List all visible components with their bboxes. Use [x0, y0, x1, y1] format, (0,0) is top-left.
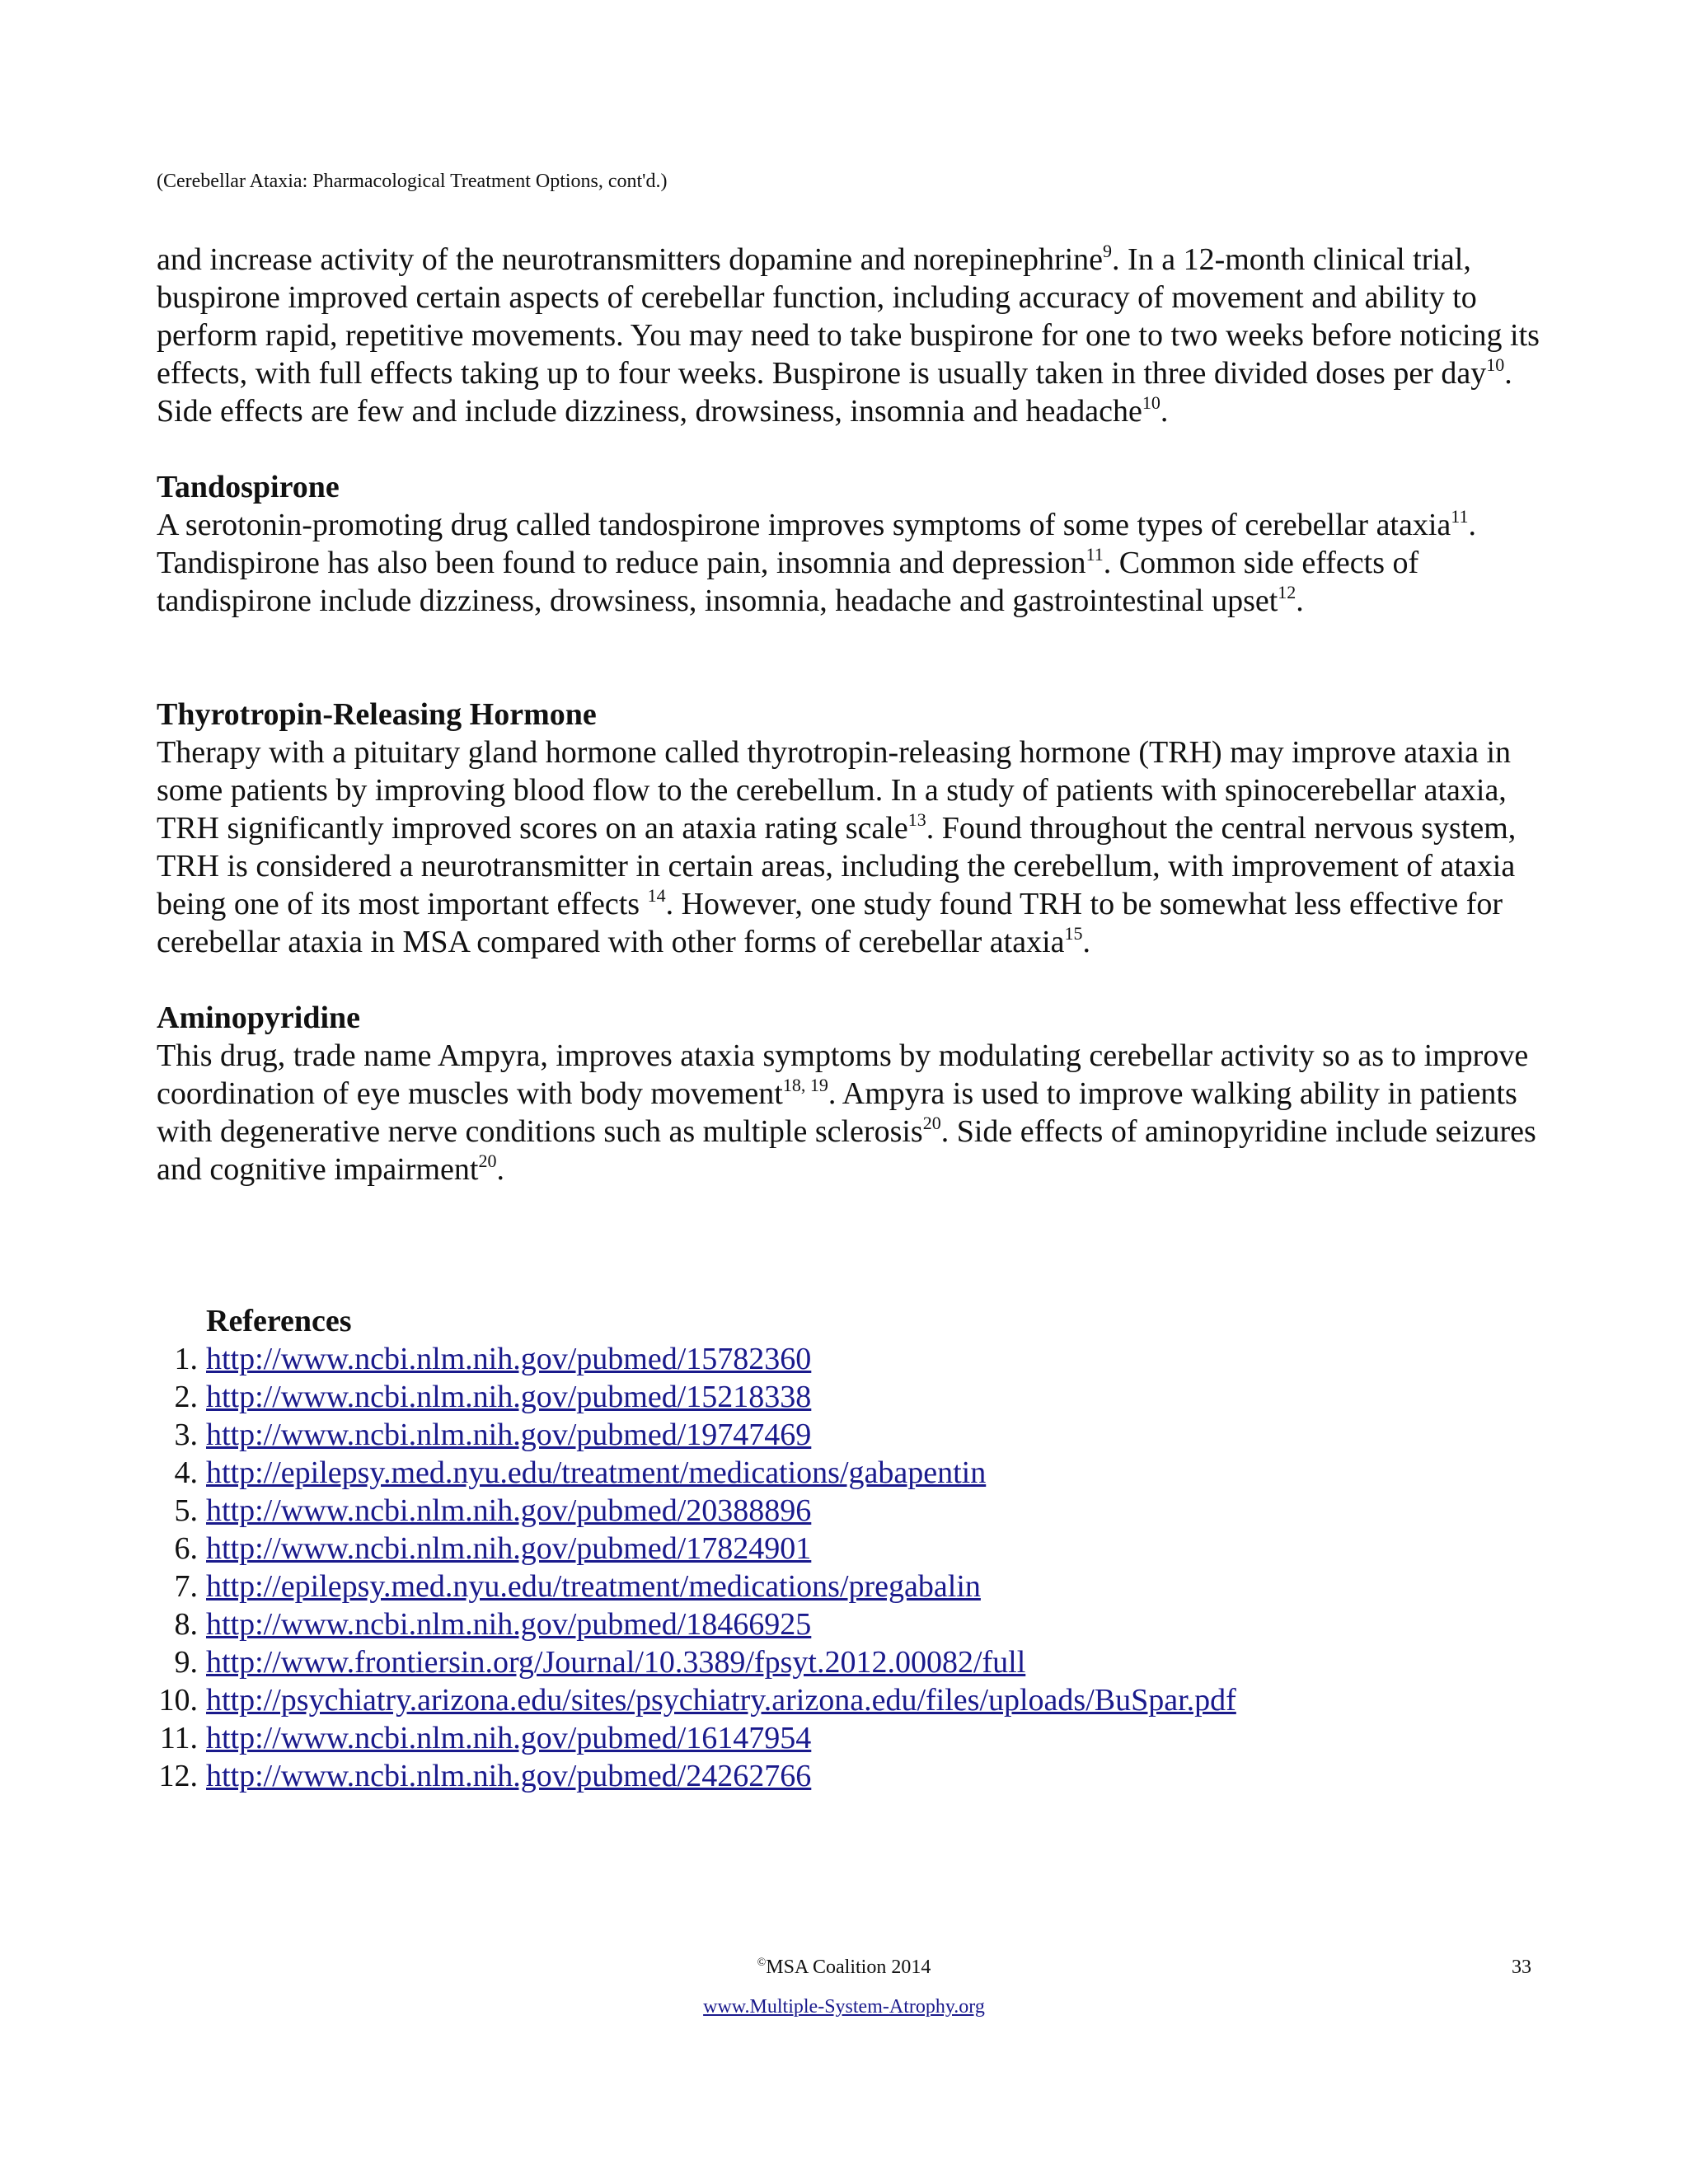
reference-item — [174, 1454, 1550, 1492]
reference-number: 8. — [174, 1607, 198, 1642]
reference-link[interactable]: http://www.ncbi.nlm.nih.gov/pubmed/19747469 — [206, 1418, 812, 1452]
citation: 9 — [1103, 241, 1113, 261]
reference-number: 5. — [174, 1493, 198, 1528]
reference-item — [174, 1643, 1550, 1681]
spacer — [157, 620, 1550, 696]
trh-paragraph: Therapy with a pituitary gland hormone called thyrotropin-releasing hormone (TRH) may improve ataxia in some patients by improving blood flow to the cerebellum. In a study of patients with spinocerebellar ataxia, TRH significantly improved scores on an ataxia rating scale$^{13}$. Found throughout the central nervous system, TRH is considered a neurotransmitter in certain areas, including the cerebellum, with improvement of ataxia being one of its most important effects $^{14}$. However, one study found TRH to be somewhat less effective for cerebellar ataxia in MSA compared with other forms of cerebellar ataxia$^{15}$. — [157, 735, 1517, 959]
reference-item — [158, 1757, 1550, 1795]
reference-link[interactable]: http://www.ncbi.nlm.nih.gov/pubmed/16147954 — [206, 1721, 812, 1755]
reference-item — [174, 1605, 1550, 1643]
spacer — [157, 1188, 1550, 1302]
reference-number: 3. — [174, 1418, 198, 1452]
reference-number: 12. — [158, 1759, 198, 1793]
aminopyridine-paragraph: This drug, trade name Ampyra, improves ataxia symptoms by modulating cerebellar activity so as to improve coordination of eye muscles with body movement$^{18, 19}$. Ampyra is used to improve walking ability in patients with degenerative nerve conditions such as multiple sclerosis$^{20}$. Side effects of aminopyridine include seizures and cognitive impairment$^{20}$. — [157, 1038, 1536, 1187]
reference-number: 7. — [174, 1569, 198, 1604]
reference-item — [174, 1492, 1550, 1530]
citation: 14 — [647, 885, 666, 906]
running-head: (Cerebellar Ataxia: Pharmacological Treatment Options, cont'd.) — [157, 171, 668, 192]
citation: 18, 19 — [782, 1075, 828, 1095]
website-link[interactable]: www.Multiple-System-Atrophy.org — [703, 1996, 985, 2018]
reference-number: 1. — [174, 1342, 198, 1376]
reference-number: 11. — [159, 1721, 198, 1755]
reference-item — [174, 1378, 1550, 1416]
citation: 10 — [1142, 392, 1160, 413]
citation: 20 — [922, 1113, 941, 1133]
section-heading-tandospirone: Tandospirone — [157, 470, 340, 504]
reference-link[interactable]: http://www.ncbi.nlm.nih.gov/pubmed/17824901 — [206, 1531, 812, 1566]
reference-link[interactable]: http://www.ncbi.nlm.nih.gov/pubmed/15218338 — [206, 1380, 812, 1414]
spacer — [157, 961, 1550, 999]
page-body — [157, 241, 1550, 1795]
reference-item — [174, 1568, 1550, 1605]
reference-item — [174, 1416, 1550, 1454]
reference-number: 9. — [174, 1645, 198, 1680]
spacer — [157, 430, 1550, 468]
copyright-symbol: © — [757, 1957, 767, 1969]
reference-item — [174, 1340, 1550, 1378]
reference-number: 4. — [174, 1455, 198, 1490]
footer-website — [0, 1994, 1688, 2019]
citation: 10 — [1486, 354, 1505, 375]
section-heading-aminopyridine: Aminopyridine — [157, 1001, 361, 1035]
reference-link[interactable]: http://www.ncbi.nlm.nih.gov/pubmed/24262766 — [206, 1759, 812, 1793]
reference-number: 6. — [174, 1531, 198, 1566]
page-number: 33 — [1512, 1957, 1531, 1978]
reference-item — [159, 1719, 1550, 1757]
reference-link[interactable]: http://epilepsy.med.nyu.edu/treatment/medications/pregabalin — [206, 1569, 981, 1604]
citation: 12 — [1278, 582, 1296, 602]
citation: 11 — [1085, 544, 1104, 565]
references-heading: References — [206, 1304, 352, 1338]
citation: 13 — [907, 809, 926, 830]
reference-item — [158, 1681, 1550, 1719]
intro-paragraph: and increase activity of the neurotransmitters dopamine and norepinephrine$^9$. In a 12-month clinical trial, buspirone improved certain aspects of cerebellar function, including accuracy of movement and ability to perform rapid, repetitive movements. You may need to take buspirone for one to two weeks before noticing its effects, with full effects taking up to four weeks. Buspirone is usually taken in three divided doses per day$^{10}$. Side effects are few and include dizziness, drowsiness, insomnia and headache$^{10}$. — [157, 241, 1540, 429]
reference-link[interactable]: http://www.frontiersin.org/Journal/10.3389/fpsyt.2012.00082/full — [206, 1645, 1026, 1680]
reference-link[interactable]: http://www.ncbi.nlm.nih.gov/pubmed/20388896 — [206, 1493, 812, 1528]
reference-link[interactable]: http://psychiatry.arizona.edu/sites/psychiatry.arizona.edu/files/uploads/BuSpar.pdf — [206, 1683, 1236, 1718]
tandospirone-paragraph: A serotonin-promoting drug called tandospirone improves symptoms of some types of cerebellar ataxia$^{11}$. Tandispirone has also been found to reduce pain, insomnia and depression$^{11}$. Common side effects of tandispirone include dizziness, drowsiness, insomnia, headache and gastrointestinal upset$^{12}$. — [157, 506, 1476, 618]
reference-link[interactable]: http://www.ncbi.nlm.nih.gov/pubmed/18466925 — [206, 1607, 812, 1642]
reference-link[interactable]: http://www.ncbi.nlm.nih.gov/pubmed/15782360 — [206, 1342, 812, 1376]
copyright-notice: ©MSA Coalition 2014 — [757, 1957, 931, 1978]
reference-number: 10. — [158, 1683, 198, 1718]
section-heading-trh: Thyrotropin-Releasing Hormone — [157, 697, 597, 732]
reference-link[interactable]: http://epilepsy.med.nyu.edu/treatment/medications/gabapentin — [206, 1455, 987, 1490]
citation: 15 — [1064, 923, 1083, 944]
references-list — [158, 1340, 1550, 1795]
reference-item — [174, 1530, 1550, 1568]
citation: 11 — [1451, 506, 1469, 527]
citation: 20 — [478, 1151, 497, 1171]
reference-number: 2. — [174, 1380, 198, 1414]
references-section — [158, 1302, 1550, 1795]
